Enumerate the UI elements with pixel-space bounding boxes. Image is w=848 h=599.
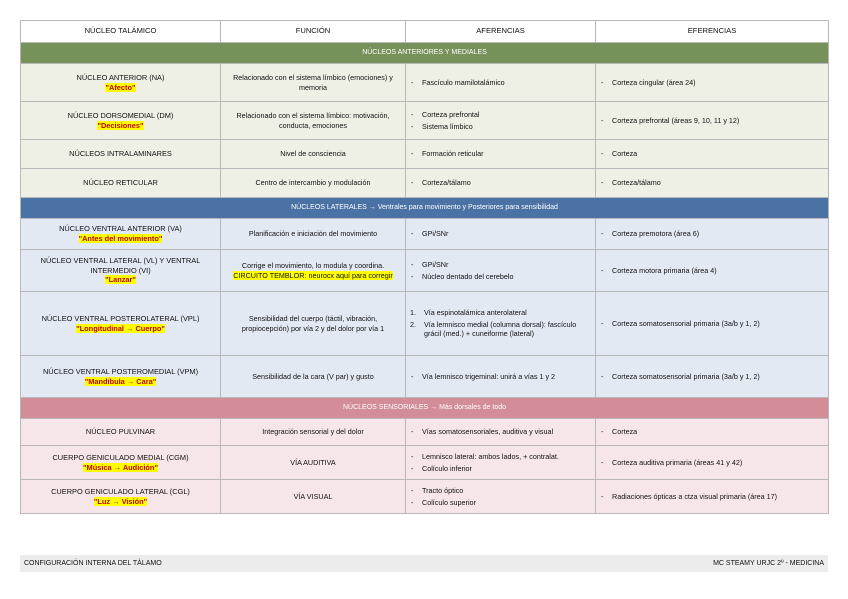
row-pulvinar <box>21 419 829 446</box>
nucleus-name: NÚCLEO DORSOMEDIAL (DM) <box>67 110 174 120</box>
efferent-item: - Corteza somatosensorial primaria (3a/b y 1, 2) <box>600 372 824 382</box>
function-text: Corrige el movimiento, lo modula y coordina. <box>241 260 385 270</box>
nucleus-cell <box>21 250 221 292</box>
row-cgm <box>21 446 829 480</box>
nucleus-cell <box>21 356 221 398</box>
nucleus-cell <box>21 446 221 480</box>
efferent-item: - Corteza premotora (área 6) <box>600 229 824 239</box>
nucleus-mnemonic: "Antes del movimiento" <box>78 234 163 243</box>
nucleus-cell <box>21 292 221 356</box>
afferent-item: - Corteza prefrontal <box>410 110 591 120</box>
row-vl <box>21 250 829 292</box>
efferent-item: - Corteza prefrontal (áreas 9, 10, 11 y 12) <box>600 116 824 126</box>
row-vpl <box>21 292 829 356</box>
nucleus-mnemonic: "Decisiones" <box>97 120 144 130</box>
afferent-item: - Sistema límbico <box>410 122 591 132</box>
function-cell: Centro de intercambio y modulación <box>221 169 406 198</box>
header-function: FUNCIÓN <box>221 21 406 43</box>
nucleus-name: NÚCLEO VENTRAL POSTEROLATERAL (VPL) <box>41 313 200 323</box>
afferent-item: - Corteza/tálamo <box>410 178 591 188</box>
efferents-cell <box>596 219 829 250</box>
nucleus-name: NÚCLEO VENTRAL ANTERIOR (VA) <box>59 224 182 234</box>
row-cgl <box>21 480 829 514</box>
afferents-cell <box>406 419 596 446</box>
section-anterior-medial: NÚCLEOS ANTERIORES Y MEDIALES <box>21 43 829 64</box>
row-reticular <box>21 169 829 198</box>
row-vpm <box>21 356 829 398</box>
function-cell: VÍA VISUAL <box>221 480 406 514</box>
nucleus-mnemonic: "Longitudinal → Cuerpo" <box>76 323 165 333</box>
afferent-item: - Vía lemnisco trigeminal: unirá a vías 1 y 2 <box>410 372 591 382</box>
efferent-item: - Corteza auditiva primaria (áreas 41 y 42) <box>600 458 824 468</box>
efferent-item: - Corteza motora primaria (área 4) <box>600 266 824 276</box>
efferents-cell <box>596 419 829 446</box>
nucleus-name: CUERPO GENICULADO LATERAL (CGL) <box>51 486 190 496</box>
section-row-anterior <box>21 43 829 64</box>
afferent-item: - Núcleo dentado del cerebelo <box>410 272 591 282</box>
efferents-cell <box>596 292 829 356</box>
function-cell: Sensibilidad del cuerpo (táctil, vibración, propiocepción) por vía 2 y del dolor por vía 1 <box>221 292 406 356</box>
section-sensorial: NÚCLEOS SENSORIALES → Más dorsales de todo <box>21 398 829 419</box>
efferents-cell <box>596 356 829 398</box>
afferents-cell <box>406 140 596 169</box>
header-nucleus: NÚCLEO TALÁMICO <box>21 21 221 43</box>
row-intralaminar <box>21 140 829 169</box>
function-cell: Integración sensorial y del dolor <box>221 419 406 446</box>
function-cell: Sensibilidad de la cara (V par) y gusto <box>221 356 406 398</box>
section-lateral: NÚCLEOS LATERALES → Ventrales para movimiento y Posteriores para sensibilidad <box>21 198 829 219</box>
afferent-text: Vía espinotalámica anterolateral <box>424 307 527 317</box>
nucleus-name: NÚCLEOS INTRALAMINARES <box>21 140 221 169</box>
nucleus-cell <box>21 102 221 140</box>
function-cell <box>221 250 406 292</box>
efferents-cell <box>596 64 829 102</box>
efferent-item: - Corteza/tálamo <box>600 178 824 188</box>
function-cell: Relacionado con el sistema límbico: motivación, conducta, emociones <box>221 102 406 140</box>
header-afferents: AFERENCIAS <box>406 21 596 43</box>
row-va <box>21 219 829 250</box>
nucleus-cell <box>21 64 221 102</box>
nucleus-mnemonic: "Lanzar" <box>105 275 136 285</box>
section-row-lateral <box>21 198 829 219</box>
efferent-item: - Corteza <box>600 149 824 159</box>
afferent-item: - Lemnisco lateral: ambos lados, + contralat. <box>410 452 591 462</box>
afferent-item: - GPi/SNr <box>410 260 591 270</box>
function-cell: VÍA AUDITIVA <box>221 446 406 480</box>
afferent-number: 1. <box>410 307 416 317</box>
function-highlight: CIRCUITO TEMBLOR: neurocx aquí para corregir <box>233 270 393 280</box>
efferent-item: - Corteza <box>600 427 824 437</box>
nucleus-name: NÚCLEO VENTRAL POSTEROMEDIAL (VPM) <box>42 366 199 376</box>
nucleus-cell <box>21 219 221 250</box>
nucleus-cell <box>21 480 221 514</box>
nucleus-name: NÚCLEO VENTRAL LATERAL (VL) Y VENTRAL INTERMEDIO (VI) <box>40 255 201 275</box>
efferents-cell <box>596 446 829 480</box>
efferents-cell <box>596 102 829 140</box>
nucleus-name: NÚCLEO RETICULAR <box>21 169 221 198</box>
function-cell: Planificación e iniciación del movimiento <box>221 219 406 250</box>
function-cell: Nivel de consciencia <box>221 140 406 169</box>
nucleus-mnemonic: "Luz → Visión" <box>93 496 148 506</box>
efferents-cell <box>596 140 829 169</box>
afferents-cell <box>406 292 596 356</box>
function-cell: Relacionado con el sistema límbico (emociones) y memoria <box>221 64 406 102</box>
thalamus-table <box>20 20 829 514</box>
nucleus-name: NÚCLEO PULVINAR <box>21 419 221 446</box>
footer-author: MC STEAMY URJC 2º - MEDICINA <box>713 560 824 567</box>
header-efferents: EFERENCIAS <box>596 21 829 43</box>
afferent-item <box>410 320 591 339</box>
afferent-item: - GPi/SNr <box>410 229 591 239</box>
efferents-cell <box>596 169 829 198</box>
afferents-cell <box>406 356 596 398</box>
nucleus-mnemonic: "Afecto" <box>105 82 136 92</box>
footer-bar <box>20 555 828 572</box>
efferents-cell <box>596 250 829 292</box>
row-dm <box>21 102 829 140</box>
row-na <box>21 64 829 102</box>
afferents-cell <box>406 480 596 514</box>
afferents-cell <box>406 219 596 250</box>
nucleus-mnemonic: "Mandíbula → Cara" <box>84 376 157 386</box>
efferent-item: - Corteza somatosensorial primaria (3a/b y 1, 2) <box>600 319 824 329</box>
header-row <box>21 21 829 43</box>
afferent-item: - Formación reticular <box>410 149 591 159</box>
afferent-item: - Vías somatosensoriales, auditiva y visual <box>410 427 591 437</box>
afferent-text: Vía lemnisco medial (columna dorsal): fascículo grácil (med.) + cuneiforme (lateral) <box>424 319 577 339</box>
afferents-cell <box>406 64 596 102</box>
footer-title: CONFIGURACIÓN INTERNA DEL TÁLAMO <box>24 560 162 567</box>
afferent-item: - Colículo superior <box>410 498 591 508</box>
afferents-cell <box>406 169 596 198</box>
efferent-item: - Corteza cingular (área 24) <box>600 78 824 88</box>
afferent-item <box>410 308 591 318</box>
section-row-sensorial <box>21 398 829 419</box>
nucleus-name: CUERPO GENICULADO MEDIAL (CGM) <box>52 452 189 462</box>
nucleus-name: NÚCLEO ANTERIOR (NA) <box>76 72 165 82</box>
efferents-cell <box>596 480 829 514</box>
afferent-item: - Fascículo mamilotalámico <box>410 78 591 88</box>
afferents-cell <box>406 102 596 140</box>
afferent-number: 2. <box>410 319 416 329</box>
efferent-item: - Radiaciones ópticas a ctza visual primaria (área 17) <box>600 492 824 502</box>
nucleus-mnemonic: "Música → Audición" <box>83 462 158 472</box>
afferent-item: - Tracto óptico <box>410 486 591 496</box>
afferent-item: - Colículo inferior <box>410 464 591 474</box>
afferents-cell <box>406 250 596 292</box>
afferents-cell <box>406 446 596 480</box>
